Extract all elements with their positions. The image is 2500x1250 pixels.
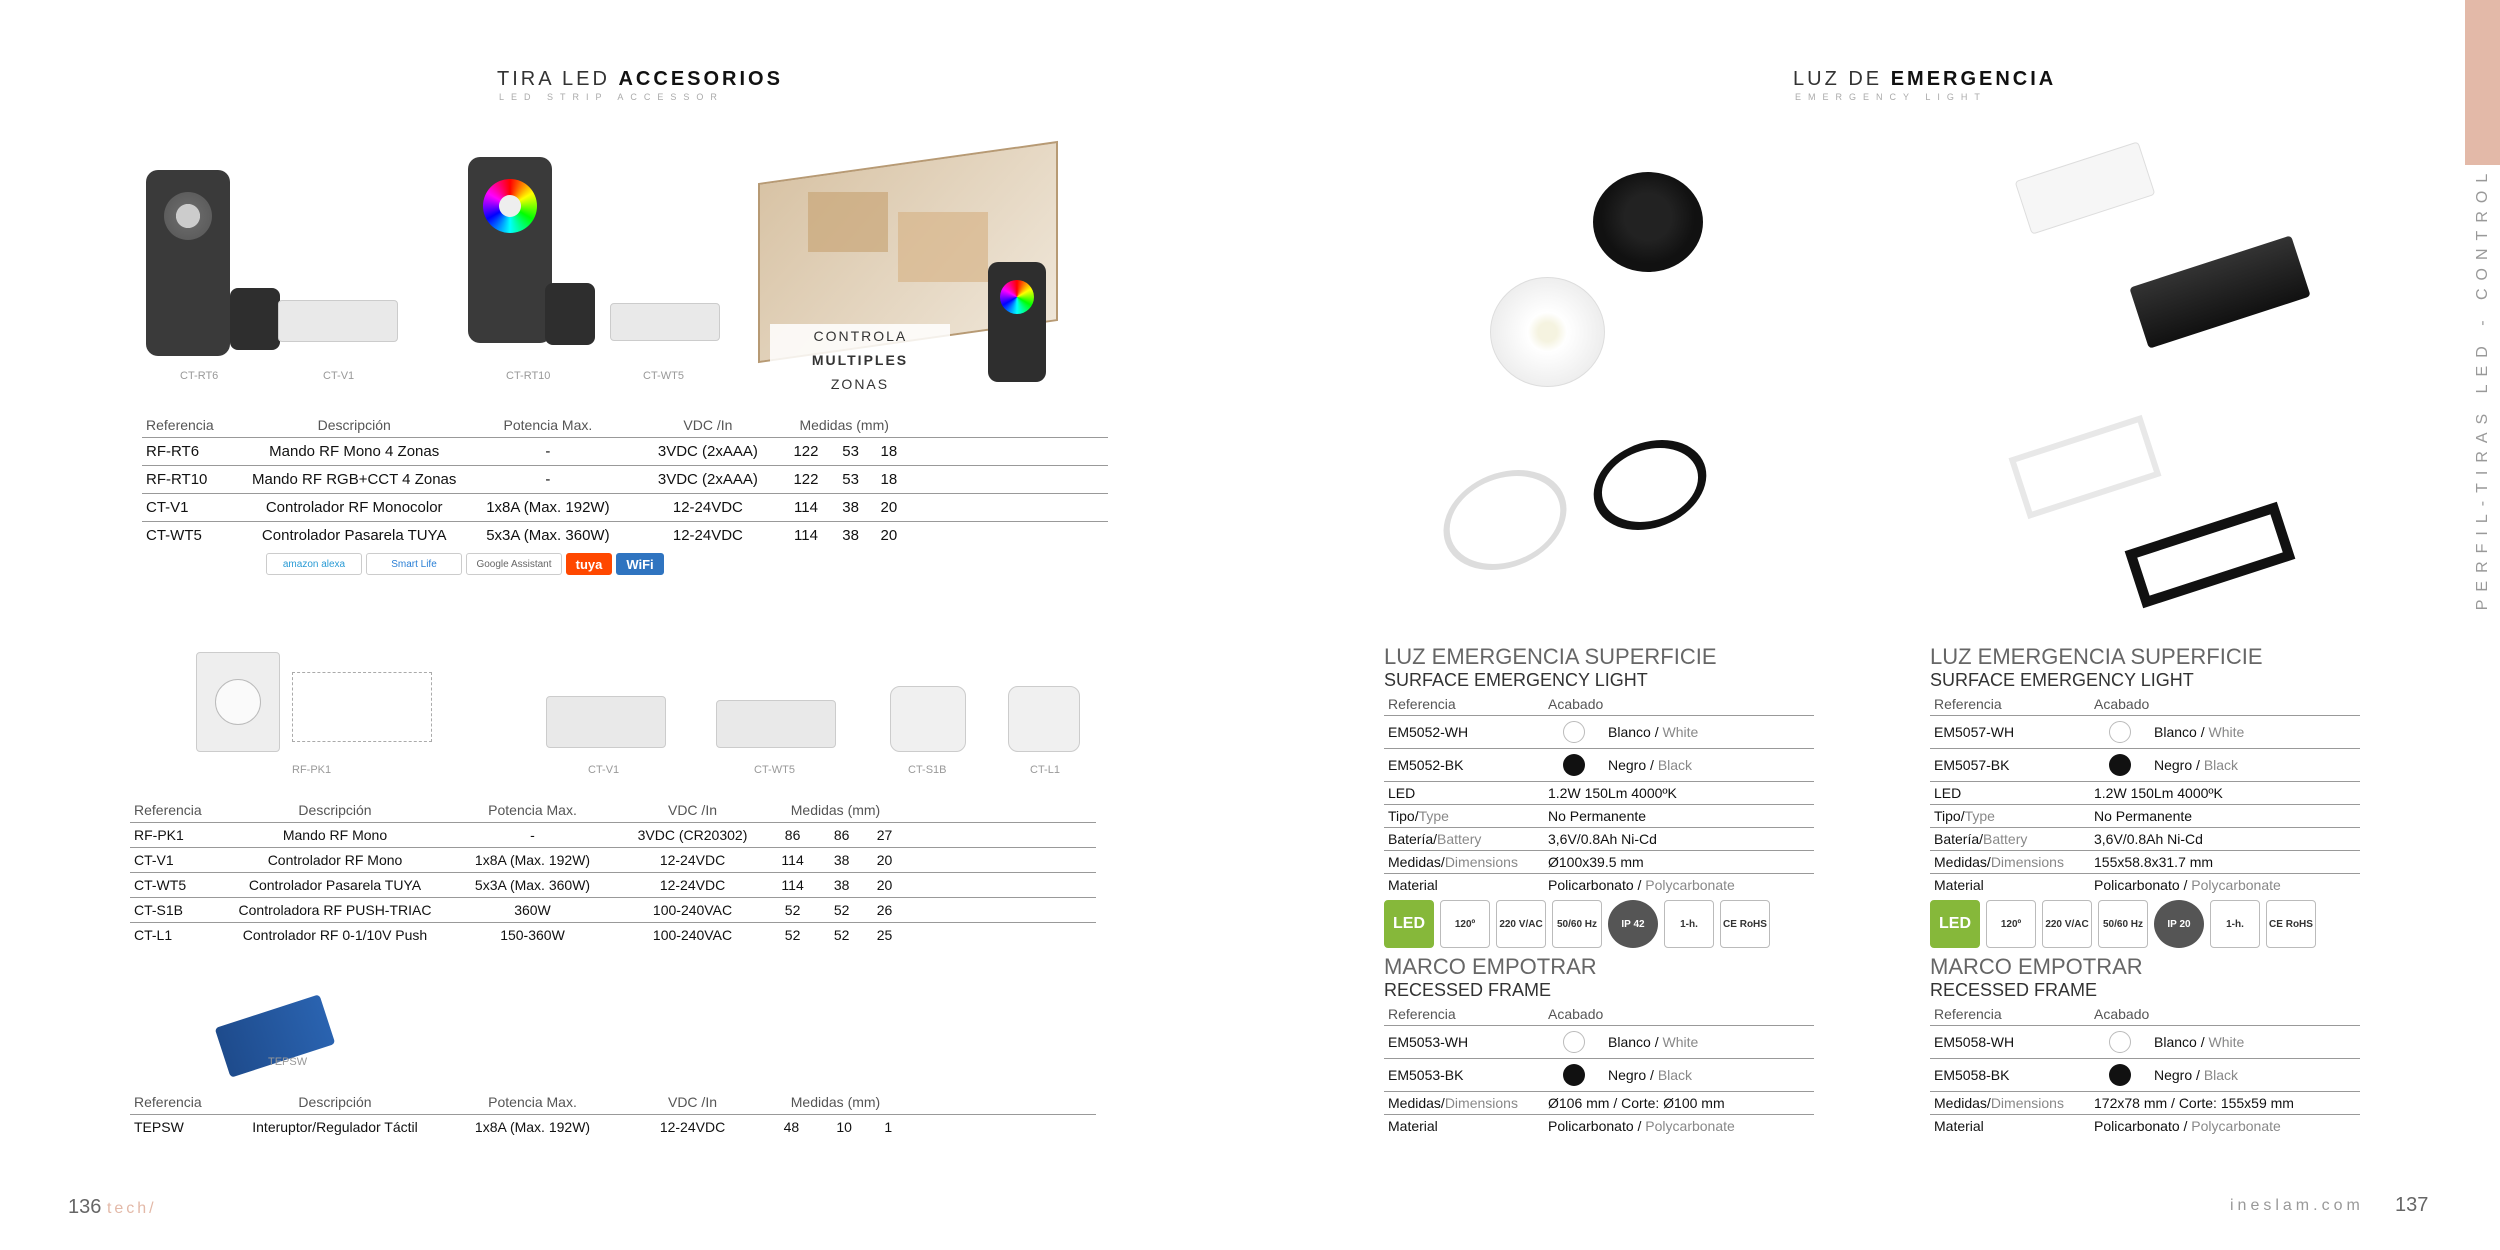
variant-row: EM5058-WH Blanco / White bbox=[1930, 1025, 2360, 1058]
beam-angle-icon: 120º bbox=[1440, 900, 1490, 948]
right-page-subtitle: EMERGENCY LIGHT bbox=[1795, 92, 1987, 102]
feature-icons bbox=[1384, 900, 1814, 948]
col-header: Descripción bbox=[225, 1090, 445, 1114]
left-footer bbox=[68, 1196, 157, 1219]
col-header: Medidas (mm) bbox=[765, 798, 906, 822]
table-row: CT-S1B Controladora RF PUSH-TRIAC 360W 100-240VAC 52 52 26 bbox=[130, 897, 1096, 922]
page-number: 137 bbox=[2395, 1194, 2429, 1216]
led-icon: LED bbox=[1384, 900, 1434, 948]
spec-row: Batería/Battery 3,6V/0.8Ah Ni-Cd bbox=[1384, 827, 1814, 850]
product-block-2 bbox=[1930, 644, 2360, 1137]
frequency-icon: 50/60 Hz bbox=[1552, 900, 1602, 948]
spec-row: Medidas/Dimensions 172x78 mm / Corte: 155x59 mm bbox=[1930, 1091, 2360, 1114]
table-row: TEPSW Interuptor/Regulador Táctil 1x8A (Max. 192W) 12-24VDC 48 10 1 bbox=[134, 1118, 893, 1135]
table-row: CT-V1 Controlador RF Mono 1x8A (Max. 192W) 12-24VDC 114 38 20 bbox=[130, 847, 1096, 872]
spec-row: Tipo/Type No Permanente bbox=[1384, 804, 1814, 827]
voltage-icon: 220 V/AC bbox=[1496, 900, 1546, 948]
image-label: RF-PK1 bbox=[292, 764, 332, 776]
mounting-diagram bbox=[292, 672, 432, 742]
variant-table: Referencia Acabado EM5052-WH Blanco / White EM5052-BK Negro / Black LED 1.2W 150Lm 4000ºK Tipo/Type No Permanente Batería/Battery 3,6V/0.8Ah Ni-Cd Medidas/Dimensions Ø100x39.5 mm Material Policarbonato / Polycarbonate bbox=[1384, 693, 1814, 896]
controller-image bbox=[546, 696, 666, 748]
website: ineslam.com bbox=[2230, 1197, 2364, 1214]
side-tab-accent bbox=[2465, 0, 2500, 165]
frame-black-rect-image bbox=[2125, 502, 2296, 609]
title-bold: EMERGENCIA bbox=[1890, 68, 2057, 90]
variant-row: EM5057-WH Blanco / White bbox=[1930, 715, 2360, 748]
ce-rohs-icon: CE RoHS bbox=[1720, 900, 1770, 948]
product-subtitle: SURFACE EMERGENCY LIGHT bbox=[1384, 670, 1648, 690]
table-row: CT-L1 Controlador RF 0-1/10V Push 150-360W 100-240VAC 52 52 25 bbox=[134, 926, 893, 943]
product-block-1 bbox=[1384, 644, 1814, 1137]
color-swatch-black bbox=[2109, 1064, 2131, 1086]
image-label: CT-S1B bbox=[908, 764, 947, 776]
feature-icons bbox=[1930, 900, 2360, 948]
frame-subtitle: RECESSED FRAME bbox=[1384, 980, 1552, 1000]
spec-row: Batería/Battery 3,6V/0.8Ah Ni-Cd bbox=[1930, 827, 2360, 850]
spec-row: Medidas/Dimensions Ø106 mm / Corte: Ø100 mm bbox=[1384, 1091, 1814, 1114]
zones-caption: CONTROLA MULTIPLES ZONAS bbox=[770, 324, 950, 396]
col-header: Medidas (mm) bbox=[780, 413, 908, 437]
wall-dimmer-image bbox=[196, 652, 280, 752]
alexa-logo: amazon alexa bbox=[266, 553, 362, 575]
image-label: CT-WT5 bbox=[754, 764, 795, 776]
title-light: TIRA LED bbox=[497, 68, 610, 90]
zones-house-image bbox=[748, 152, 1104, 392]
color-swatch-black bbox=[2109, 754, 2131, 776]
led-icon: LED bbox=[1930, 900, 1980, 948]
left-page-title bbox=[497, 68, 783, 91]
table-row: RF-RT10 Mando RF RGB+CCT 4 Zonas - 3VDC (2xAAA) 122 53 18 bbox=[142, 465, 1108, 493]
col-header: Descripción bbox=[248, 413, 460, 437]
table-row: CT-WT5 Controlador Pasarela TUYA 5x3A (Max. 360W) 12-24VDC 114 38 20 bbox=[130, 872, 1096, 897]
variant-row: EM5053-BK Negro / Black bbox=[1384, 1058, 1814, 1091]
emergency-light-black-rect-image bbox=[2129, 235, 2310, 348]
side-tab-label: PERFIL-TIRAS LED - CONTROL bbox=[2473, 165, 2491, 611]
frequency-icon: 50/60 Hz bbox=[2098, 900, 2148, 948]
color-swatch-white bbox=[1563, 721, 1585, 743]
image-label: CT-L1 bbox=[1030, 764, 1060, 776]
title-bold: ACCESORIOS bbox=[618, 68, 783, 90]
module-image bbox=[1008, 686, 1080, 752]
google-assistant-logo: Google Assistant bbox=[466, 553, 562, 575]
col-header: Potencia Max. bbox=[445, 798, 620, 822]
spec-row: Tipo/Type No Permanente bbox=[1930, 804, 2360, 827]
module-image bbox=[890, 686, 966, 752]
color-swatch-black bbox=[1563, 754, 1585, 776]
emergency-light-white-image bbox=[1490, 277, 1605, 387]
frame-white-image bbox=[1432, 470, 1579, 570]
image-label: CT-RT10 bbox=[506, 370, 551, 382]
col-header: Medidas (mm) bbox=[765, 1090, 906, 1114]
variant-row: EM5052-BK Negro / Black bbox=[1384, 748, 1814, 781]
voltage-icon: 220 V/AC bbox=[2042, 900, 2092, 948]
color-swatch-white bbox=[2109, 1031, 2131, 1053]
frame-title: MARCO EMPOTRAR bbox=[1930, 954, 2143, 979]
product-image-ct-rt10 bbox=[460, 155, 730, 365]
left-page-subtitle: LED STRIP ACCESSOR bbox=[499, 92, 724, 102]
frame-black-image bbox=[1583, 440, 1717, 530]
phone-image bbox=[988, 262, 1046, 382]
ce-rohs-icon: CE RoHS bbox=[2266, 900, 2316, 948]
page-number: 136 bbox=[68, 1196, 102, 1218]
product-title: LUZ EMERGENCIA SUPERFICIE bbox=[1930, 644, 2263, 669]
frame-table: Referencia Acabado EM5058-WH Blanco / White EM5058-BK Negro / Black Medidas/Dimensions 172x78 mm / Corte: 155x59 mm Material Policarbonato / Polycarbonate bbox=[1930, 1003, 2360, 1137]
color-swatch-black bbox=[1563, 1064, 1585, 1086]
variant-row: EM5058-BK Negro / Black bbox=[1930, 1058, 2360, 1091]
frame-white-rect-image bbox=[2009, 415, 2162, 519]
col-header: Referencia bbox=[142, 413, 248, 437]
right-page-title bbox=[1793, 68, 2056, 91]
table-row: CT-WT5 Controlador Pasarela TUYA 5x3A (Max. 360W) 12-24VDC 114 38 20 bbox=[146, 526, 898, 544]
image-label: CT-WT5 bbox=[643, 370, 684, 382]
spec-row: Material Policarbonato / Polycarbonate bbox=[1388, 1117, 1735, 1134]
product-image-ct-rt6 bbox=[140, 160, 410, 370]
emergency-light-black-image bbox=[1593, 172, 1703, 272]
col-header: VDC /In bbox=[635, 413, 780, 437]
col-header: Potencia Max. bbox=[445, 1090, 620, 1114]
beam-angle-icon: 120º bbox=[1986, 900, 2036, 948]
frame-subtitle: RECESSED FRAME bbox=[1930, 980, 2098, 1000]
frame-title: MARCO EMPOTRAR bbox=[1384, 954, 1597, 979]
col-header: Descripción bbox=[225, 798, 445, 822]
variant-row: EM5053-WH Blanco / White bbox=[1384, 1025, 1814, 1058]
spec-row: Material Policarbonato / Polycarbonate bbox=[1934, 1117, 2281, 1134]
battery-icon: 1-h. bbox=[2210, 900, 2260, 948]
title-light: LUZ DE bbox=[1793, 68, 1883, 90]
ip-rating-icon: IP 20 bbox=[2154, 900, 2204, 948]
product-subtitle: SURFACE EMERGENCY LIGHT bbox=[1930, 670, 2194, 690]
spec-row: Medidas/Dimensions Ø100x39.5 mm bbox=[1384, 850, 1814, 873]
spec-row: Material Policarbonato / Polycarbonate bbox=[1388, 876, 1735, 893]
battery-icon: 1-h. bbox=[1664, 900, 1714, 948]
tuya-logo: tuya bbox=[566, 553, 612, 575]
spec-row: Material Policarbonato / Polycarbonate bbox=[1934, 876, 2281, 893]
remote-image bbox=[146, 170, 230, 356]
col-header: VDC /In bbox=[620, 1090, 765, 1114]
product-table-1 bbox=[142, 413, 1108, 549]
variant-row: EM5052-WH Blanco / White bbox=[1384, 715, 1814, 748]
col-header: Potencia Max. bbox=[460, 413, 635, 437]
color-swatch-white bbox=[2109, 721, 2131, 743]
spec-row: LED 1.2W 150Lm 4000ºK bbox=[1930, 781, 2360, 804]
page-tag: tech/ bbox=[106, 1200, 157, 1217]
table-row: RF-PK1 Mando RF Mono - 3VDC (CR20302) 86 86 27 bbox=[130, 822, 1096, 847]
ip-rating-icon: IP 42 bbox=[1608, 900, 1658, 948]
variant-table: Referencia Acabado EM5057-WH Blanco / White EM5057-BK Negro / Black LED 1.2W 150Lm 4000ºK Tipo/Type No Permanente Batería/Battery 3,6V/0.8Ah Ni-Cd Medidas/Dimensions 155x58.8x31.7 mm Material Policarbonato / Polycarbonate bbox=[1930, 693, 2360, 896]
compat-logos bbox=[266, 553, 664, 575]
product-table-3 bbox=[130, 1090, 1096, 1139]
image-label: CT-V1 bbox=[588, 764, 620, 776]
controller-image bbox=[716, 700, 836, 748]
col-header: Referencia bbox=[130, 798, 225, 822]
table-row: RF-RT6 Mando RF Mono 4 Zonas - 3VDC (2xAAA) 122 53 18 bbox=[142, 437, 1108, 465]
product-title: LUZ EMERGENCIA SUPERFICIE bbox=[1384, 644, 1717, 669]
variant-row: EM5057-BK Negro / Black bbox=[1930, 748, 2360, 781]
controller-image bbox=[278, 300, 398, 342]
spec-row: LED 1.2W 150Lm 4000ºK bbox=[1384, 781, 1814, 804]
color-swatch-white bbox=[1563, 1031, 1585, 1053]
spec-row: Medidas/Dimensions 155x58.8x31.7 mm bbox=[1930, 850, 2360, 873]
frame-table: Referencia Acabado EM5053-WH Blanco / White EM5053-BK Negro / Black Medidas/Dimensions Ø106 mm / Corte: Ø100 mm Material Policarbonato / Polycarbonate bbox=[1384, 1003, 1814, 1137]
product-table-2 bbox=[130, 798, 1096, 947]
smartlife-logo: Smart Life bbox=[366, 553, 462, 575]
wifi-logo: WiFi bbox=[616, 553, 664, 575]
col-header: VDC /In bbox=[620, 798, 765, 822]
image-label: CT-RT6 bbox=[180, 370, 219, 382]
side-tab bbox=[2465, 165, 2500, 611]
emergency-light-white-rect-image bbox=[2015, 141, 2156, 234]
image-label: CT-V1 bbox=[323, 370, 355, 382]
table-row: CT-V1 Controlador RF Monocolor 1x8A (Max. 192W) 12-24VDC 114 38 20 bbox=[142, 493, 1108, 521]
image-label: TEPSW bbox=[268, 1056, 308, 1068]
col-header: Referencia bbox=[130, 1090, 225, 1114]
